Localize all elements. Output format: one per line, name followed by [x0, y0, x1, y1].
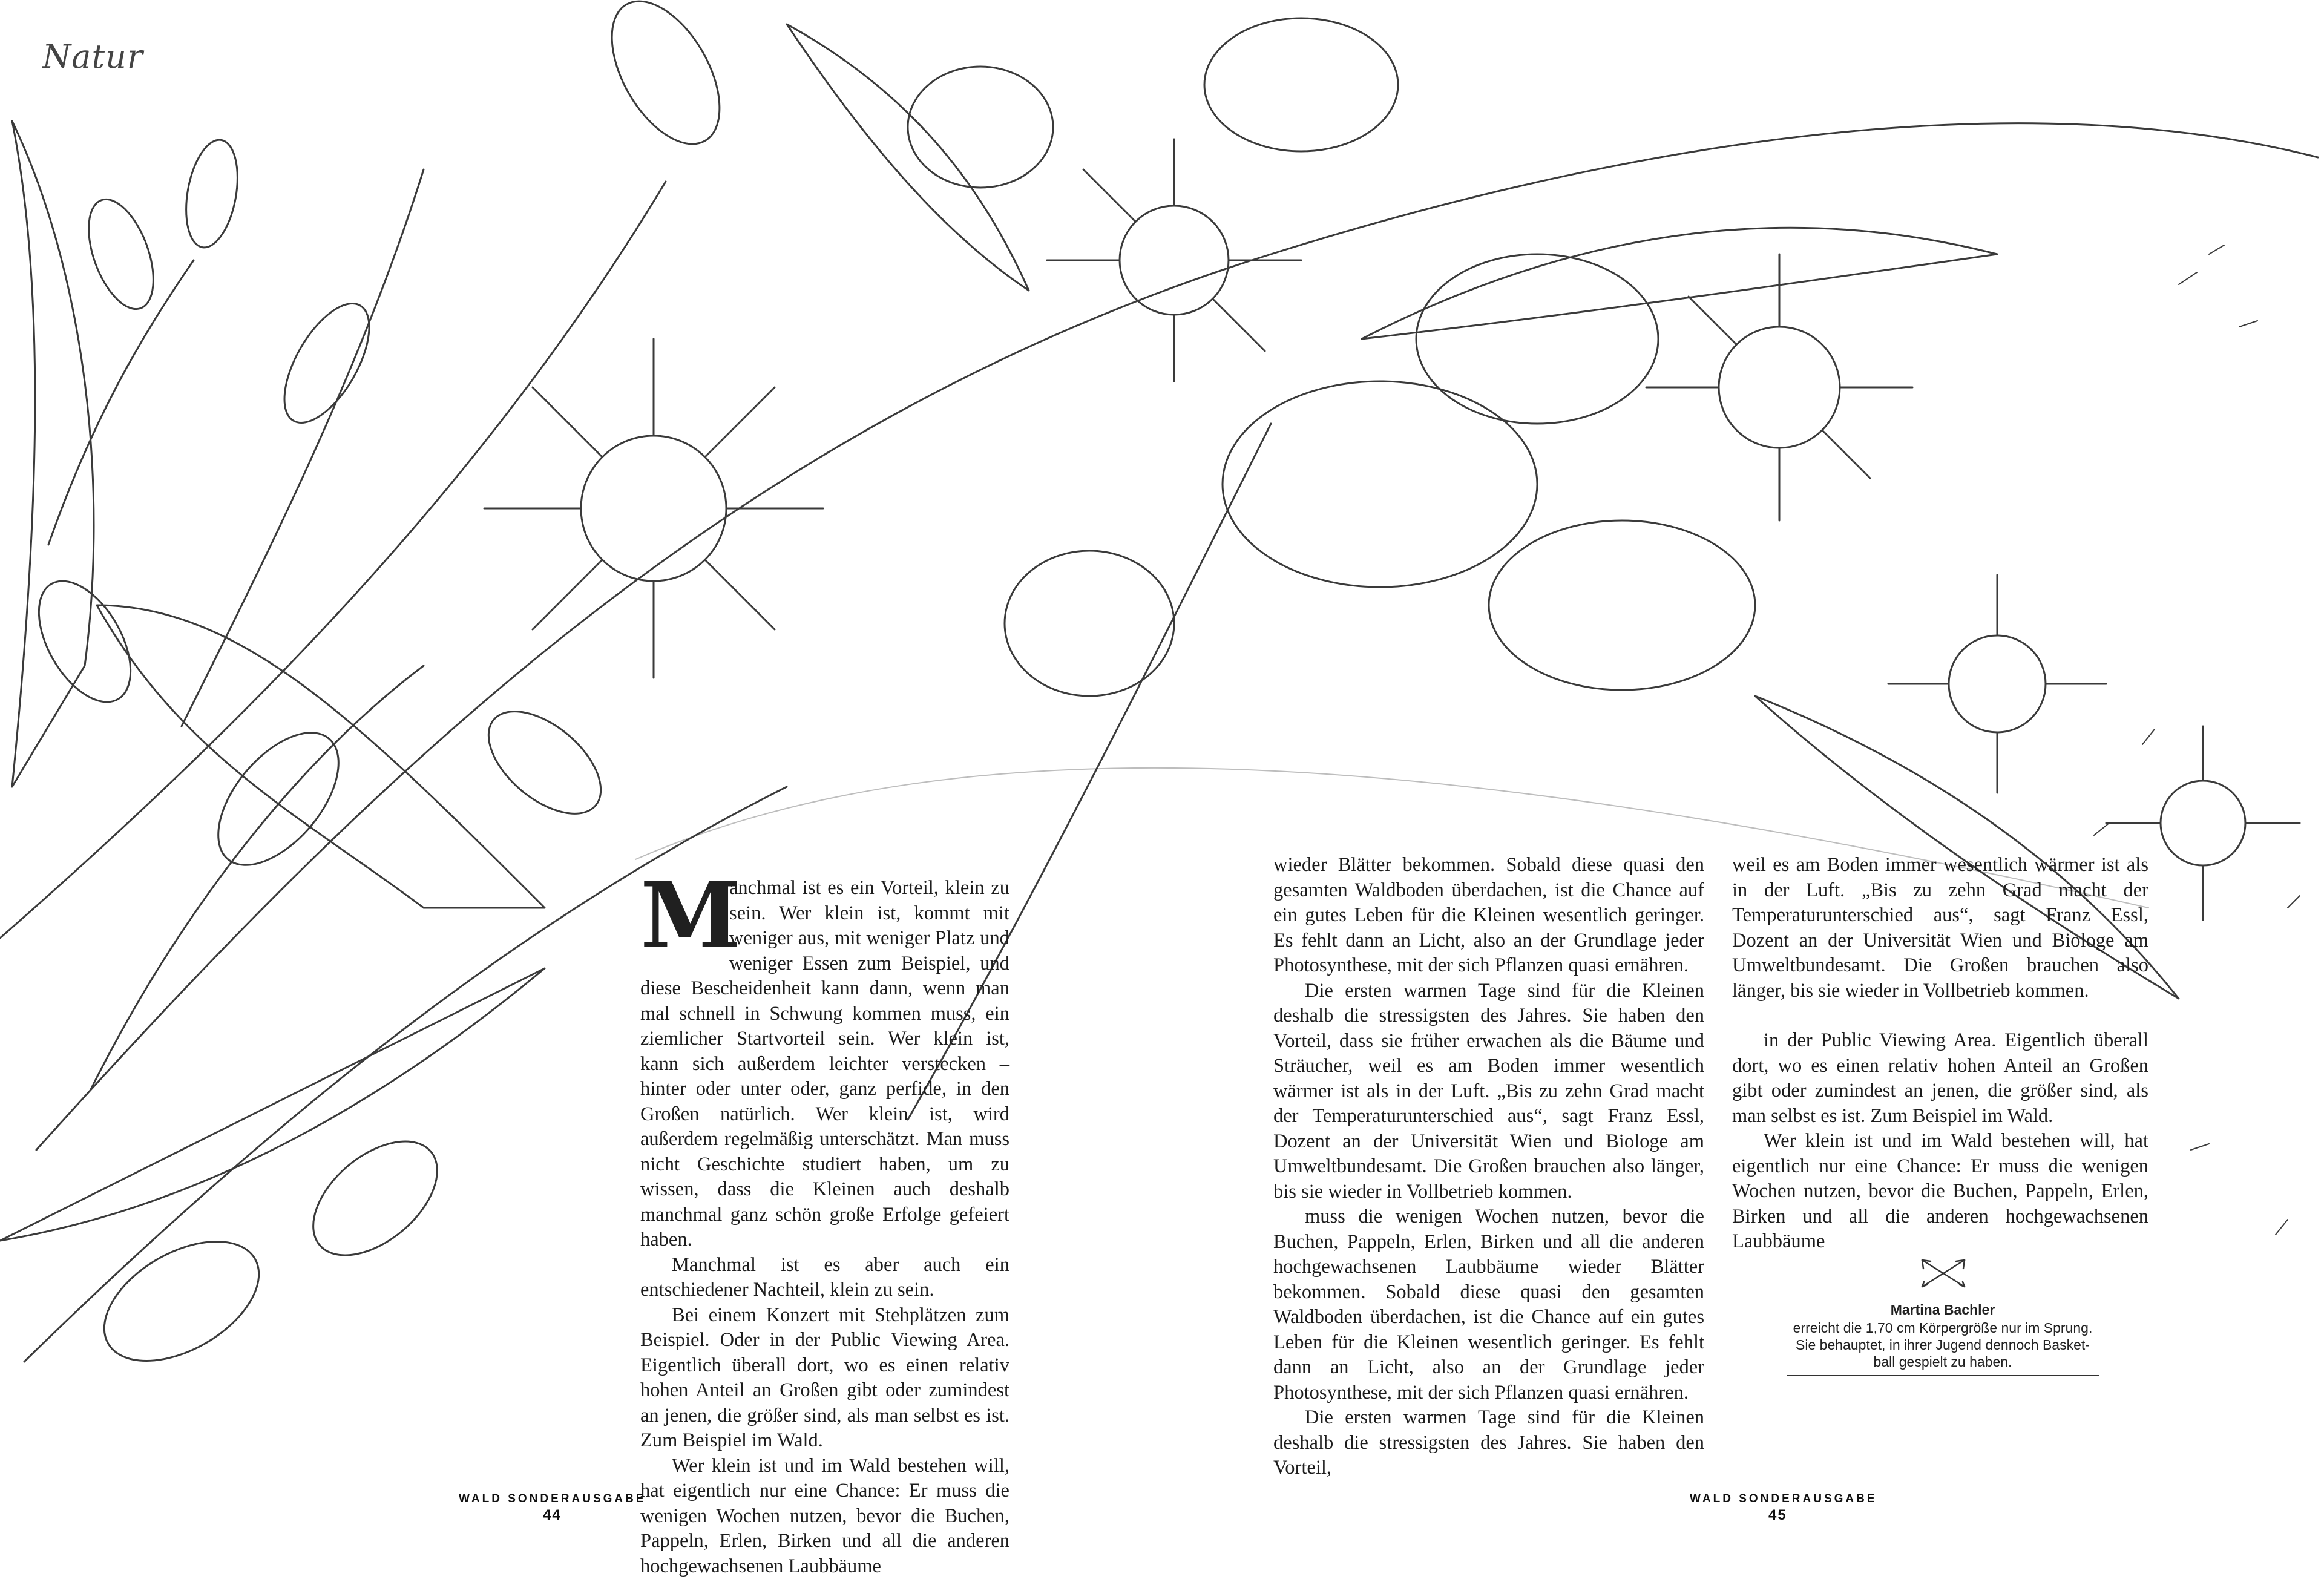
paragraph: Die ersten warmen Tage sind für die Kleinen deshalb die stressigsten des Jahres. Sie haben den Vorteil, dass sie früher erwachen als die Bäume und Sträucher, weil es am Boden immer wesentlich wärmer ist als in der Luft. „Bis zu zehn Grad macht der Temperaturunterschied aus“, sagt Franz Essl, Dozent an der Universität Wien und Biologe am Umweltbundesamt. Die Großen brauchen also länger, bis sie wieder in Vollbetrieb kommen. [1273, 979, 1704, 1205]
leaf [12, 121, 94, 787]
stem [182, 169, 424, 726]
seed-head [1888, 575, 2106, 793]
article-column-2 [1273, 853, 1704, 1481]
author-name: Martina Bachler [1779, 1301, 2106, 1318]
page-number-right: 45 [1768, 1507, 1787, 1524]
leaf [0, 968, 545, 1241]
flower-head [908, 18, 1755, 696]
caption-rule [1787, 1375, 2099, 1376]
footer-publication-left: WALD SONDERAUSGABE [459, 1492, 646, 1506]
drop-cap: M [640, 879, 722, 954]
leaf [1362, 228, 1997, 339]
paragraph: Manchmal ist es aber auch ein entschiedener Nachteil, klein zu sein. [640, 1253, 1009, 1303]
seed-head [484, 339, 823, 678]
article-column-3 [1732, 853, 2148, 1255]
paragraph: muss die wenigen Wochen nutzen, bevor die Buchen, Pappeln, Erlen, Birken und all die anderen hochgewachsenen Laubbäume wieder Blätter bekommen. Sobald diese quasi den gesamten Waldboden überdachen, ist die Chance auf ein gutes Leben für die Kleinen wesentlich geringer. Es fehlt dann an Licht, also an der Grundlage jeder Photosynthese, mit der sich Pflanzen quasi ernähren. [1273, 1204, 1704, 1405]
flower-bud [20, 0, 742, 1385]
section-label: Natur [42, 38, 143, 76]
footer-publication-right: WALD SONDERAUSGABE [1690, 1492, 1877, 1506]
page-number-left: 44 [543, 1507, 562, 1524]
article-column-1 [640, 876, 1009, 1579]
paragraph: Bei einem Konzert mit Stehplätzen zum Beispiel. Oder in der Public Viewing Area. Eigentlich überall dort, wo es einen relativ hohen Anteil an Großen gibt oder zumindest an jenen, die größer sind, als man selbst es ist. Zum Beispiel im Wald. [640, 1303, 1009, 1454]
author-caption [1779, 1301, 2106, 1376]
seed-head [1646, 254, 1912, 520]
paragraph: wieder Blätter bekommen. Sobald diese quasi den gesamten Waldboden überdachen, ist die Chance auf ein gutes Leben für die Kleinen wesentlich geringer. Es fehlt dann an Licht, also an der Grundlage jeder Photosynthese, mit der sich Pflanzen quasi ernähren. [1273, 853, 1704, 979]
paragraph: anchmal ist es ein Vorteil, klein zu sein. Wer klein ist, kommt mit weniger aus, mit weniger Platz und weniger Essen zum Beispiel, und diese Bescheidenheit kann dann, wenn man mal schnell in Schwung kommen muss, ein ziemlicher Startvorteil sein. Wer klein ist, kann sich außerdem leichter verstecken – hinter oder unter oder, ganz perfide, in den Großen natürlich. Wer klein ist, wird außerdem regelmäßig unterschätzt. Man muss nicht Geschichte studiert haben, um zu wissen, dass die Kleinen auch deshalb manchmal ganz schön große Erfolge gefeiert haben. [640, 877, 1009, 1250]
paragraph: Wer klein ist und im Wald bestehen will, hat eigentlich nur eine Chance: Er muss die wenigen Wochen nutzen, bevor die Buchen, Pappeln, Erlen, Birken und all die anderen hochgewachsenen Laubbäume [1732, 1129, 2148, 1255]
paragraph: weil es am Boden immer wesentlich wärmer ist als in der Luft. „Bis zu zehn Grad macht der Temperaturunterschied aus“, sagt Franz Essl, Dozent an der Universität Wien und Biologe am Umweltbundesamt. Die Großen brauchen also länger, bis sie wieder in Vollbetrieb kommen. [1732, 853, 2148, 1003]
stem [91, 666, 424, 1089]
paragraph: Wer klein ist und im Wald bestehen will, hat eigentlich nur eine Chance: Er muss die wenigen Wochen nutzen, bevor die Buchen, Pappeln, Erlen, Birken und all die anderen hochgewachsenen Laubbäume [640, 1454, 1009, 1579]
paragraph: Die ersten warmen Tage sind für die Kleinen deshalb die stressigsten des Jahres. Sie haben den Vorteil, [1273, 1405, 1704, 1481]
stem [0, 182, 666, 938]
seed-head [1047, 139, 1301, 381]
crossed-arrows-icon [1917, 1255, 1969, 1292]
leaf [787, 24, 1029, 291]
author-bio-line: Sie behauptet, in ihrer Jugend dennoch Basket- [1779, 1336, 2106, 1353]
author-bio-line: ball gespielt zu haben. [1779, 1353, 2106, 1370]
author-bio-line: erreicht die 1,70 cm Körpergröße nur im Sprung. [1779, 1319, 2106, 1336]
paragraph: in der Public Viewing Area. Eigentlich überall dort, wo es einen relativ hohen Anteil an Großen gibt oder zumindest an jenen, die größer sind, als man selbst es ist. Zum Beispiel im Wald. [1732, 1028, 2148, 1129]
